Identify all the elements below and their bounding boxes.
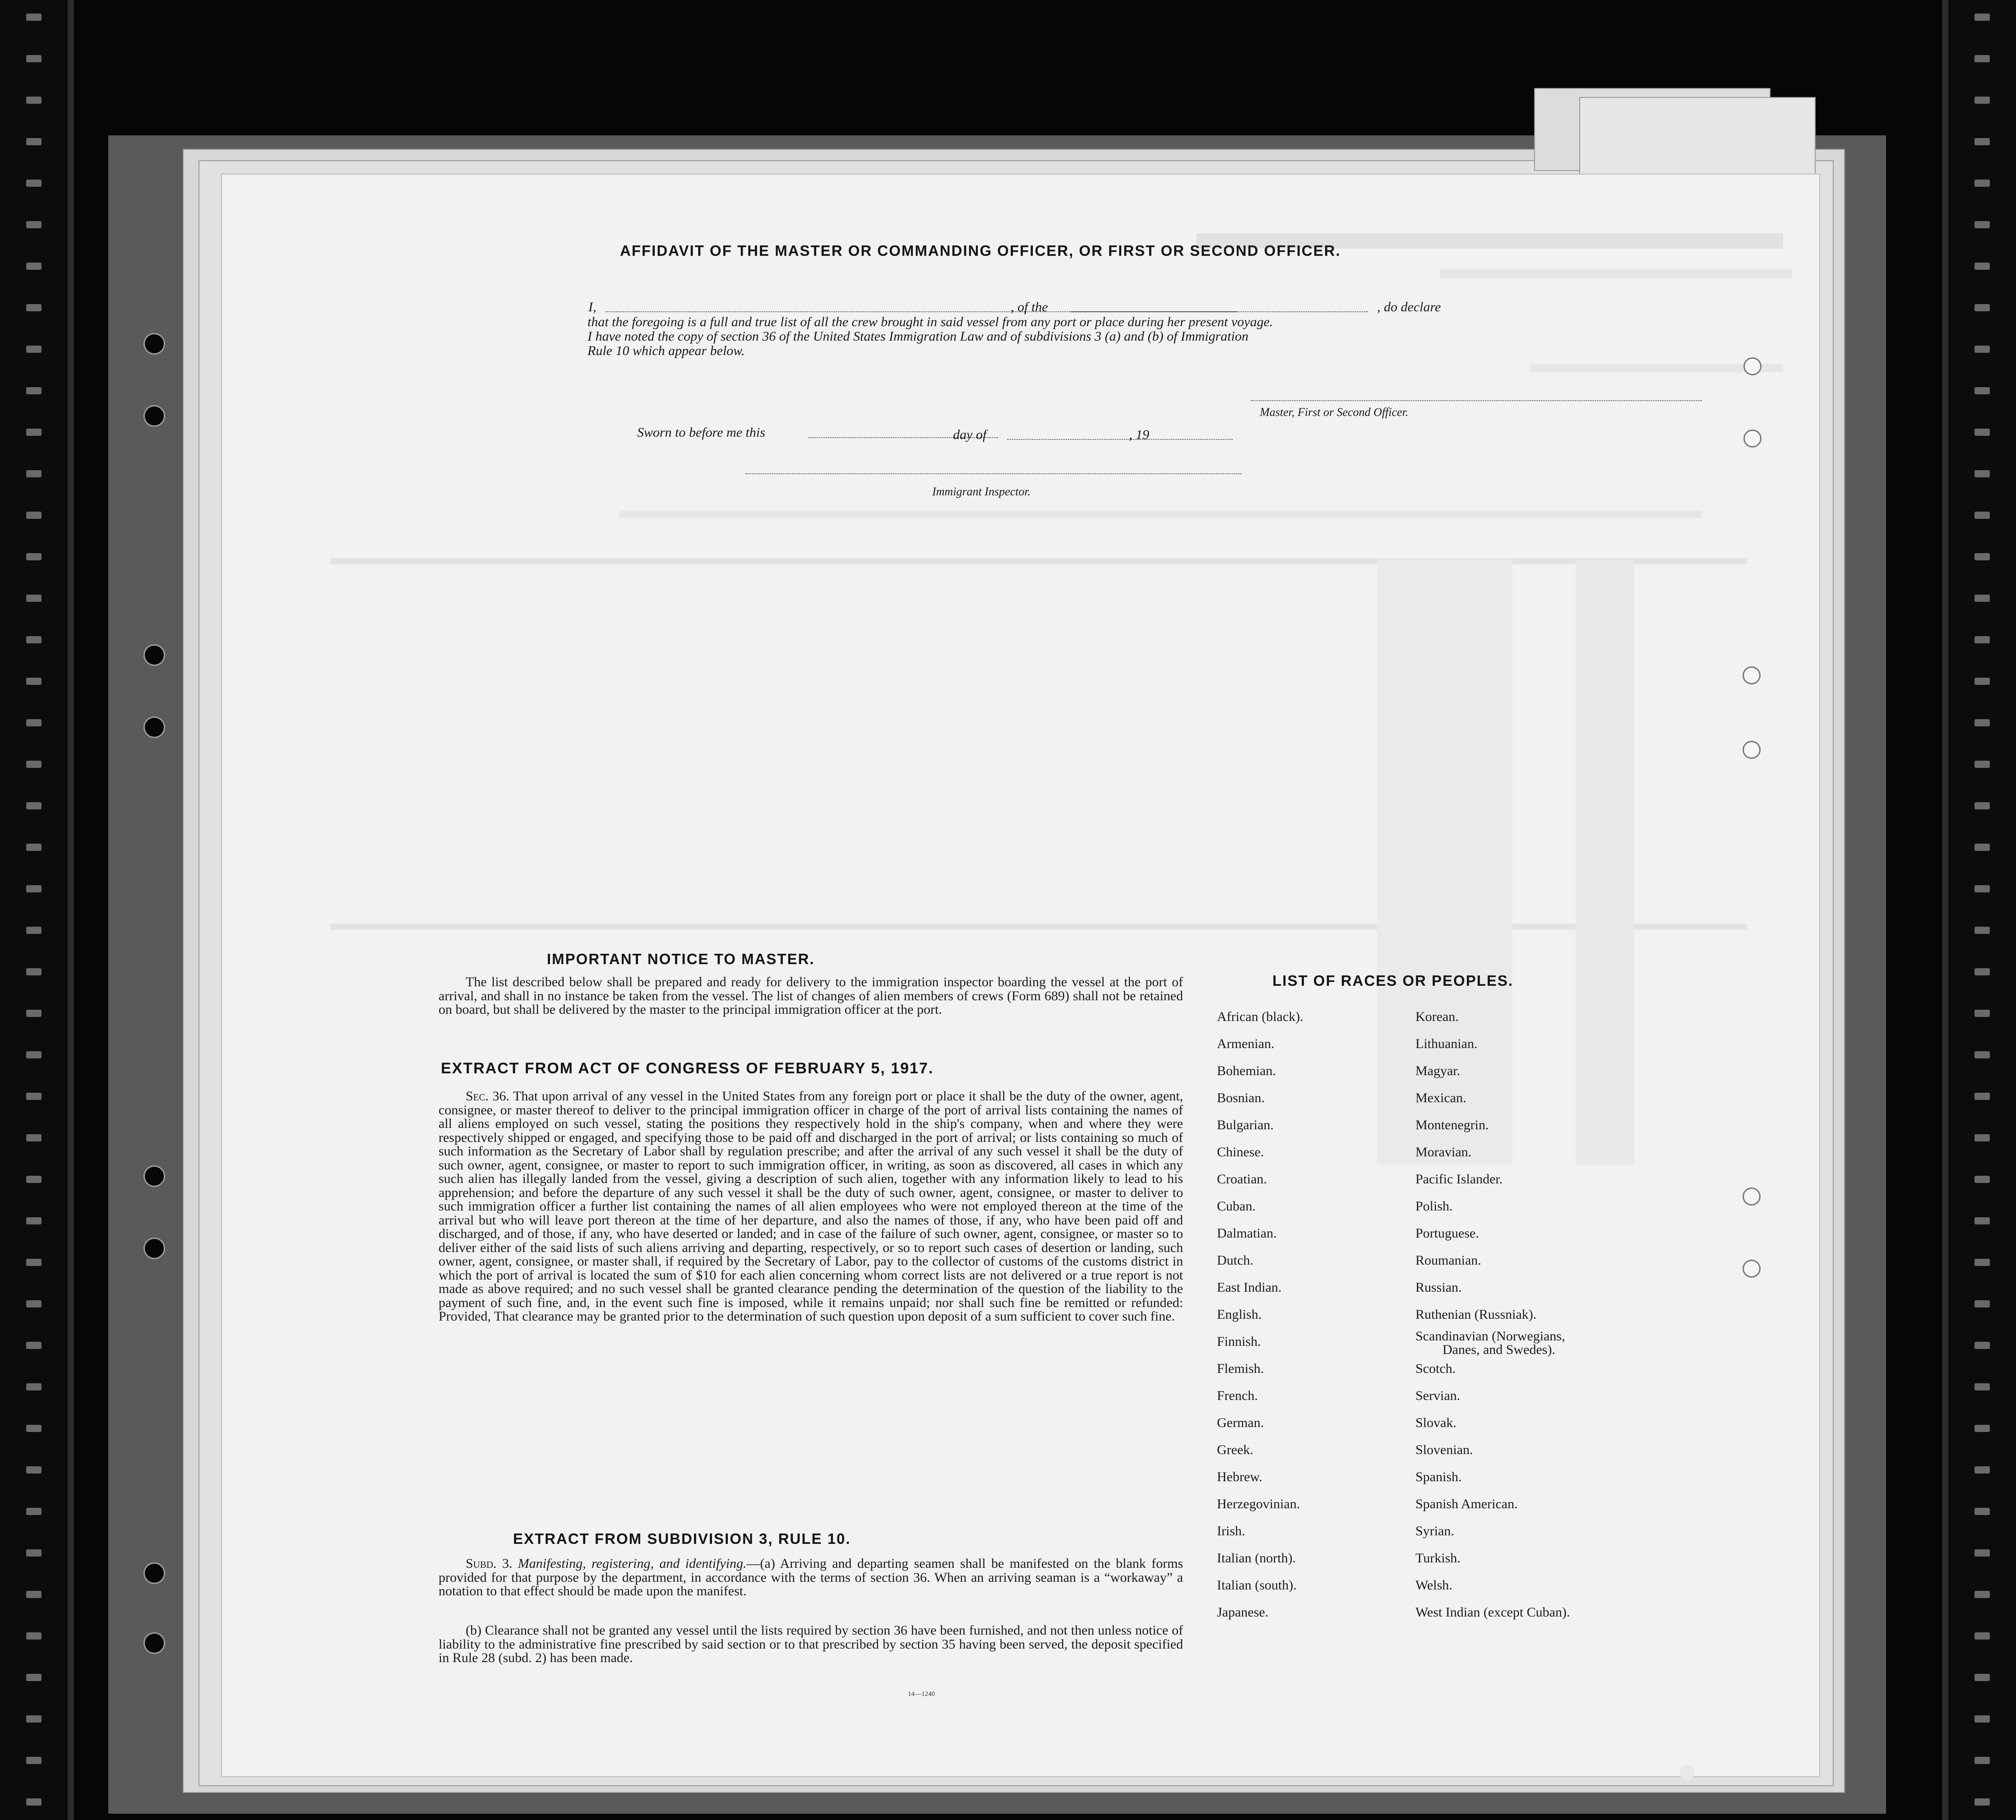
film-perforation xyxy=(26,719,42,726)
race-item: Moravian. xyxy=(1415,1145,1472,1159)
film-perforation xyxy=(26,1051,42,1058)
film-perforation xyxy=(26,1300,42,1307)
punch-hole xyxy=(143,405,165,427)
inspector-caption: Immigrant Inspector. xyxy=(932,485,1031,498)
film-perforation xyxy=(1974,429,1990,436)
race-item: Lithuanian. xyxy=(1415,1036,1478,1051)
race-item: Korean. xyxy=(1415,1009,1459,1024)
film-perforation xyxy=(26,221,42,228)
race-item: Magyar. xyxy=(1415,1063,1461,1078)
race-item: Spanish. xyxy=(1415,1469,1462,1484)
race-item: Mexican. xyxy=(1415,1090,1466,1105)
film-perforation xyxy=(26,678,42,685)
film-perforation xyxy=(1974,1300,1990,1307)
film-perforation xyxy=(1974,1715,1990,1723)
film-perforation xyxy=(1974,1549,1990,1557)
race-item: Armenian. xyxy=(1217,1036,1275,1051)
film-perforation xyxy=(26,885,42,892)
signature-line[interactable] xyxy=(1251,400,1702,401)
film-perforation xyxy=(1974,1342,1990,1349)
film-perforation xyxy=(1974,1217,1990,1224)
race-item: Servian. xyxy=(1415,1388,1461,1403)
form-number: 14—1240 xyxy=(908,1691,935,1698)
film-perforation xyxy=(1974,97,1990,104)
film-perforation xyxy=(26,844,42,851)
ring-hole xyxy=(1743,430,1762,448)
race-item: Bulgarian. xyxy=(1217,1118,1274,1132)
race-item: Greek. xyxy=(1217,1442,1253,1457)
film-perforation xyxy=(1974,885,1990,892)
film-perforation xyxy=(26,1134,42,1141)
race-item: Irish. xyxy=(1217,1524,1245,1538)
film-perforation xyxy=(26,1715,42,1723)
film-perforation xyxy=(1974,1674,1990,1681)
ring-hole xyxy=(1743,741,1761,759)
punch-hole xyxy=(143,716,165,738)
race-item: West Indian (except Cuban). xyxy=(1415,1605,1570,1620)
film-perforation xyxy=(26,180,42,187)
punch-hole xyxy=(143,333,165,355)
film-perforation xyxy=(26,512,42,519)
race-item: African (black). xyxy=(1217,1009,1304,1024)
races-left-column xyxy=(1217,1010,1397,1673)
punch-dot xyxy=(1679,1765,1695,1780)
film-strip-left xyxy=(0,0,74,1820)
film-perforation xyxy=(26,1217,42,1224)
film-perforation xyxy=(26,927,42,934)
race-item: Russian. xyxy=(1415,1280,1462,1295)
race-item: Roumanian. xyxy=(1415,1253,1481,1268)
rule-subd-label: Subd. 3. xyxy=(466,1556,513,1571)
film-perforation xyxy=(1974,1798,1990,1806)
film-perforation xyxy=(26,1549,42,1557)
ring-hole xyxy=(1743,1260,1761,1278)
race-item: Croatian. xyxy=(1217,1172,1267,1187)
film-perforation xyxy=(26,1674,42,1681)
film-perforation xyxy=(26,429,42,436)
film-perforation xyxy=(26,1425,42,1432)
film-perforation xyxy=(1974,802,1990,809)
affidavit-line-2: that the foregoing is a full and true list of all the crew brought in said vessel from any port or place during her present voyage. xyxy=(587,314,1273,329)
punch-hole xyxy=(143,1238,165,1259)
affidavit-of-the: , of the xyxy=(1011,300,1048,314)
race-item: Bohemian. xyxy=(1217,1063,1276,1078)
film-perforation xyxy=(1974,470,1990,477)
race-item: Spanish American. xyxy=(1415,1497,1518,1511)
film-perforation xyxy=(1974,1093,1990,1100)
film-perforation xyxy=(26,1466,42,1474)
race-item: Syrian. xyxy=(1415,1524,1454,1538)
race-item: Dutch. xyxy=(1217,1253,1253,1268)
film-perforation xyxy=(1974,387,1990,394)
film-perforation xyxy=(26,1508,42,1515)
rule-para-b xyxy=(439,1624,1183,1665)
film-perforation xyxy=(26,595,42,602)
film-perforation xyxy=(26,304,42,311)
race-item: German. xyxy=(1217,1415,1264,1430)
race-item: Pacific Islander. xyxy=(1415,1172,1503,1187)
affidavit-do-declare: , do declare xyxy=(1377,300,1441,314)
race-item: Slovenian. xyxy=(1415,1442,1473,1457)
film-perforation xyxy=(1974,1632,1990,1640)
punch-hole xyxy=(143,1562,165,1584)
film-strip-right xyxy=(1942,0,2016,1820)
race-item: Montenegrin. xyxy=(1415,1118,1489,1132)
sworn-text: Sworn to before me this xyxy=(637,425,765,440)
race-item: East Indian. xyxy=(1217,1280,1282,1295)
race-item: Finnish. xyxy=(1217,1334,1261,1349)
film-perforation xyxy=(1974,553,1990,560)
film-perforation xyxy=(1974,636,1990,643)
film-perforation xyxy=(1974,14,1990,21)
race-item: Slovak. xyxy=(1415,1415,1457,1430)
film-perforation xyxy=(26,553,42,560)
notice-text xyxy=(439,975,1183,1017)
film-perforation xyxy=(26,1342,42,1349)
document-sheet xyxy=(221,174,1820,1777)
affidavit-line-4: Rule 10 which appear below. xyxy=(587,343,745,358)
film-perforation xyxy=(1974,1466,1990,1474)
film-perforation xyxy=(1974,138,1990,145)
rule-title: EXTRACT FROM SUBDIVISION 3, RULE 10. xyxy=(513,1530,851,1547)
film-perforation xyxy=(1974,1010,1990,1017)
film-perforation xyxy=(26,263,42,270)
race-item: Dalmatian. xyxy=(1217,1226,1277,1241)
affidavit-i: I, xyxy=(588,300,596,314)
film-perforation xyxy=(26,1632,42,1640)
film-perforation xyxy=(26,636,42,643)
rule-para-b-body: (b) Clearance shall not be granted any vessel until the lists required by section 36 have been furnished, and not then unless notice of liability to the administrative fine prescribed by said section or to that prescribed by section 35 having been served, the deposit specified in Rule 28 (subd. 2) has been made. xyxy=(439,1623,1183,1665)
film-perforation xyxy=(26,1176,42,1183)
film-perforation xyxy=(26,1383,42,1390)
act-text-body: That upon arrival of any vessel in the United States from any foreign port or place it shall be the duty of the owner, agent, consignee, or master thereof to deliver to the principal immigration officer in charge of the port of arrival lists containing the names of all aliens employed on such vessel, stating the positions they respectively hold in the ship's company, when and where they were respectively shipped or engaged, and specifying those to be paid off and discharged in the port of arrival; or lists containing so much of such information as the Secretary of Labor shall by regulation prescribe; and after the arrival of any such vessel it shall be the duty of such owner, agent, consignee, or master to report to such immigration officer, in writing, as soon as discovered, all cases in which any such alien has illegally landed from the vessel, giving a description of such alien, together with any information likely to lead to his apprehension; and before the departure of any such vessel it shall be the duty of such owner, agent, consignee, or master to deliver to such immigration officer a further list containing the names of all alien employees who were not employed thereon at the time of the arrival but who will leave port thereon at the time of her departure, and also the names of those, if any, who have been paid off and discharged, and of those, if any, who have deserted or landed; and in case of the failure of such owner, agent, consignee, or master so to deliver either of the said lists of such aliens arriving and departing, respectively, or so to report such cases of desertion or landing, such owner, agent, consignee, or master shall, if required by the Secretary of Labor, pay to the collector of customs of the customs district in which the port of arrival is located the sum of $10 for each alien concerning whom correct lists are not delivered or a true report is not made as above required; and no such vessel shall be granted clearance pending the determination of the question of the liability to the payment of such fine, and, in the event such fine is imposed, while it remains unpaid; nor shall such fine be remitted or refunded: Provided, That clearance may be granted prior to the determination of such question upon deposit of a sum sufficient to cover such fine. xyxy=(439,1089,1183,1324)
rule-para-a xyxy=(439,1557,1183,1598)
film-perforation xyxy=(26,1757,42,1764)
month-blank[interactable] xyxy=(1007,439,1233,440)
races-title: LIST OF RACES OR PEOPLES. xyxy=(1272,972,1514,989)
film-perforation xyxy=(26,1259,42,1266)
film-perforation xyxy=(1974,1259,1990,1266)
film-perforation xyxy=(26,761,42,768)
race-item: Welsh. xyxy=(1415,1578,1452,1593)
ring-hole xyxy=(1743,1187,1761,1206)
film-perforation xyxy=(1974,968,1990,975)
day-of-text: day of xyxy=(953,427,987,442)
race-item: Cuban. xyxy=(1217,1199,1256,1214)
notice-title: IMPORTANT NOTICE TO MASTER. xyxy=(547,951,815,967)
race-item: Turkish. xyxy=(1415,1551,1461,1566)
race-item: Polish. xyxy=(1415,1199,1453,1214)
film-perforation xyxy=(26,14,42,21)
race-item: Japanese. xyxy=(1217,1605,1269,1620)
film-perforation xyxy=(1974,1591,1990,1598)
race-item: Scotch. xyxy=(1415,1361,1456,1376)
vessel-blank[interactable] xyxy=(1070,311,1368,312)
race-item: Danes, and Swedes). xyxy=(1443,1342,1555,1357)
under-sheet xyxy=(1579,97,1816,178)
notice-text-body: The list described below shall be prepared and ready for delivery to the immigration inspector boarding the vessel at the port of arrival, and shall in no instance be taken from the vessel. The list of changes of alien members of crews (Form 689) shall not be retained on board, but shall be delivered by the master to the principal immigration officer at the port. xyxy=(439,975,1183,1017)
film-perforation xyxy=(1974,678,1990,685)
race-item: Scandinavian (Norwegians, xyxy=(1415,1329,1565,1344)
inspector-line[interactable] xyxy=(745,473,1242,474)
film-perforation xyxy=(26,387,42,394)
race-item: Italian (south). xyxy=(1217,1578,1297,1593)
film-perforation xyxy=(1974,1051,1990,1058)
race-item: English. xyxy=(1217,1307,1262,1322)
ring-hole xyxy=(1743,357,1762,375)
race-item: Bosnian. xyxy=(1217,1090,1265,1105)
film-perforation xyxy=(26,1093,42,1100)
film-perforation xyxy=(1974,1176,1990,1183)
act-section-label: Sec. 36. xyxy=(466,1089,510,1104)
film-perforation xyxy=(1974,1757,1990,1764)
film-perforation xyxy=(26,968,42,975)
punch-hole xyxy=(143,1165,165,1187)
film-perforation xyxy=(26,1591,42,1598)
film-perforation xyxy=(1974,55,1990,62)
film-perforation xyxy=(26,138,42,145)
film-perforation xyxy=(26,1798,42,1806)
film-perforation xyxy=(1974,595,1990,602)
punch-hole xyxy=(143,644,165,666)
race-item: Italian (north). xyxy=(1217,1551,1296,1566)
film-perforation xyxy=(1974,719,1990,726)
race-item: Flemish. xyxy=(1217,1361,1264,1376)
film-perforation xyxy=(1974,844,1990,851)
film-perforation xyxy=(1974,512,1990,519)
year-prefix: , 19 xyxy=(1129,427,1149,442)
film-perforation xyxy=(1974,1508,1990,1515)
film-perforation xyxy=(26,346,42,353)
film-perforation xyxy=(1974,346,1990,353)
film-perforation xyxy=(26,97,42,104)
act-title: EXTRACT FROM ACT OF CONGRESS OF FEBRUARY 5, 1917. xyxy=(441,1060,934,1077)
film-perforation xyxy=(26,470,42,477)
rule-para-a-body: —(a) Arriving and departing seamen shall be manifested on the blank forms provided for that purpose by the department, in accordance with the terms of section 36. When an arriving seaman is a “workaway” a notation to that effect should be made upon the manifest. xyxy=(439,1556,1183,1598)
race-item: Chinese. xyxy=(1217,1145,1264,1159)
rule-subd-heading: Manifesting, registering, and identifying. xyxy=(518,1556,747,1571)
film-perforation xyxy=(26,55,42,62)
act-text xyxy=(439,1090,1183,1324)
film-perforation xyxy=(1974,180,1990,187)
race-item: Portuguese. xyxy=(1415,1226,1479,1241)
film-perforation xyxy=(1974,761,1990,768)
film-perforation xyxy=(1974,927,1990,934)
race-item: Ruthenian (Russniak). xyxy=(1415,1307,1537,1322)
ring-hole xyxy=(1743,666,1761,684)
punch-hole xyxy=(143,1632,165,1654)
races-right-column xyxy=(1415,1010,1668,1673)
film-perforation xyxy=(26,1010,42,1017)
affidavit-line-3: I have noted the copy of section 36 of the United States Immigration Law and of subdivisions 3 (a) and (b) of Immigration xyxy=(587,329,1248,344)
film-perforation xyxy=(1974,304,1990,311)
race-item: Hebrew. xyxy=(1217,1469,1262,1484)
race-item: Herzegovinian. xyxy=(1217,1497,1300,1511)
affidavit-title: AFFIDAVIT OF THE MASTER OR COMMANDING OFFICER, OR FIRST OR SECOND OFFICER. xyxy=(620,242,1341,259)
film-perforation xyxy=(1974,1383,1990,1390)
film-perforation xyxy=(1974,263,1990,270)
film-perforation xyxy=(1974,1134,1990,1141)
film-perforation xyxy=(1974,1425,1990,1432)
film-perforation xyxy=(1974,221,1990,228)
film-perforation xyxy=(26,802,42,809)
race-item: French. xyxy=(1217,1388,1258,1403)
signature-caption: Master, First or Second Officer. xyxy=(1260,406,1409,419)
